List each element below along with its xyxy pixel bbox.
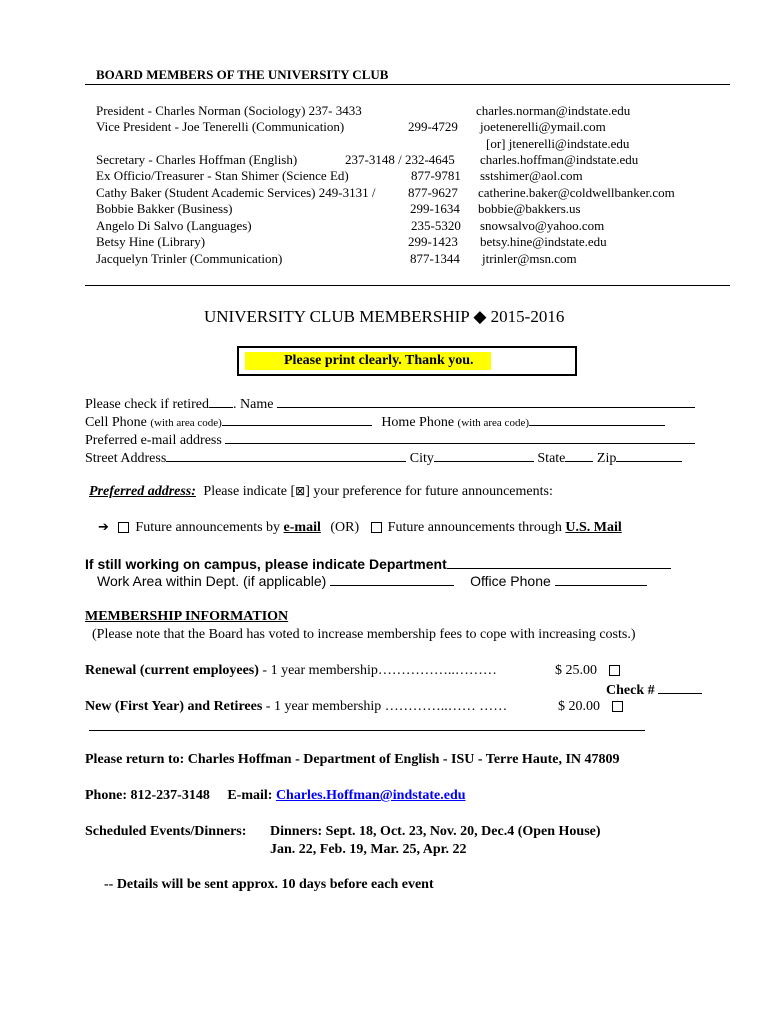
member-role: Vice President - Joe Tenerelli (Communication) bbox=[96, 119, 345, 134]
email-label: Preferred e-mail address bbox=[85, 433, 222, 448]
renewal-row bbox=[85, 663, 497, 679]
member-email: charles.hoffman@indstate.edu bbox=[480, 152, 639, 167]
preferred-instruction-a: Please indicate [ bbox=[203, 484, 296, 499]
member-email: joetenerelli@ymail.com bbox=[480, 119, 606, 134]
events-line-1: Dinners: Sept. 18, Oct. 23, Nov. 20, Dec.4 (Open House) bbox=[270, 824, 601, 839]
phone-text: Phone: 812-237-3148 bbox=[85, 788, 210, 803]
mail-option-word: U.S. Mail bbox=[565, 520, 622, 535]
check-number-row bbox=[606, 681, 702, 699]
preferred-address-row bbox=[89, 484, 553, 500]
zip-label: Zip bbox=[596, 451, 617, 466]
member-email: betsy.hine@indstate.edu bbox=[480, 234, 607, 249]
retired-field[interactable] bbox=[209, 395, 233, 408]
department-label: If still working on campus, please indicate Department bbox=[85, 556, 447, 572]
cell-phone-field[interactable] bbox=[222, 413, 372, 426]
renewal-desc: - 1 year membership……………..……… bbox=[258, 663, 497, 678]
mail-option-label: Future announcements through bbox=[387, 520, 562, 535]
home-phone-note: (with area code) bbox=[457, 417, 529, 429]
preferred-address-label: Preferred address: bbox=[89, 484, 196, 499]
work-area-label: Work Area within Dept. (if applicable) bbox=[97, 573, 327, 589]
email-option-word: e-mail bbox=[283, 520, 321, 535]
phone-row bbox=[85, 413, 665, 431]
zip-field[interactable] bbox=[616, 449, 682, 462]
member-role: Angelo Di Salvo (Languages) bbox=[96, 218, 252, 233]
contact-email-link[interactable]: Charles.Hoffman@indstate.edu bbox=[275, 788, 466, 803]
member-role: President - Charles Norman (Sociology) 237- 3433 bbox=[96, 103, 362, 118]
membership-title: UNIVERSITY CLUB MEMBERSHIP ◆ 2015-2016 bbox=[204, 307, 565, 326]
name-field[interactable] bbox=[277, 395, 695, 408]
cell-phone-note: (with area code) bbox=[150, 417, 222, 429]
member-role: Cathy Baker (Student Academic Services) 249-3131 / bbox=[96, 185, 376, 200]
email-field[interactable] bbox=[225, 431, 695, 444]
announcement-options bbox=[98, 520, 622, 536]
retired-name-row bbox=[85, 395, 695, 413]
check-number-field[interactable] bbox=[658, 681, 702, 694]
renewal-label: Renewal (current employees) bbox=[85, 663, 259, 678]
membership-heading: MEMBERSHIP INFORMATION bbox=[85, 609, 289, 624]
member-role: Ex Officio/Treasurer - Stan Shimer (Science Ed) bbox=[96, 168, 349, 183]
renewal-price: $ 25.00 bbox=[555, 663, 597, 678]
renewal-price-row bbox=[555, 663, 626, 679]
board-heading: BOARD MEMBERS OF THE UNIVERSITY CLUB bbox=[96, 67, 389, 82]
or-text: (OR) bbox=[330, 520, 360, 535]
member-role: Bobbie Bakker (Business) bbox=[96, 201, 233, 216]
check-number-label: Check # bbox=[606, 683, 655, 698]
arrow-icon: ➔ bbox=[98, 520, 109, 535]
email-option-label: Future announcements by bbox=[135, 520, 281, 535]
member-email: bobbie@bakkers.us bbox=[478, 201, 581, 216]
member-email: sstshimer@aol.com bbox=[480, 168, 583, 183]
retired-label: Please check if retired bbox=[85, 397, 209, 412]
member-phone: 235-5320 bbox=[411, 218, 461, 233]
mail-option-checkbox[interactable] bbox=[371, 522, 382, 533]
member-role: Secretary - Charles Hoffman (English) bbox=[96, 152, 298, 167]
member-phone: 877-9627 bbox=[408, 185, 458, 200]
notice-text: Please print clearly. Thank you. bbox=[284, 353, 474, 368]
department-row bbox=[85, 556, 671, 572]
preferred-instruction-b: ] your preference for future announcements: bbox=[305, 484, 553, 499]
member-phone: 299-1634 bbox=[410, 201, 460, 216]
home-phone-label: Home Phone bbox=[381, 415, 455, 430]
new-member-label: New (First Year) and Retirees bbox=[85, 699, 263, 714]
city-field[interactable] bbox=[434, 449, 534, 462]
renewal-checkbox[interactable] bbox=[609, 665, 620, 676]
events-line-2: Jan. 22, Feb. 19, Mar. 25, Apr. 22 bbox=[270, 842, 467, 857]
divider bbox=[89, 730, 645, 731]
new-member-checkbox[interactable] bbox=[612, 701, 623, 712]
home-phone-field[interactable] bbox=[529, 413, 665, 426]
state-field[interactable] bbox=[565, 449, 593, 462]
email-option-checkbox[interactable] bbox=[118, 522, 129, 533]
events-details: -- Details will be sent approx. 10 days before each event bbox=[104, 877, 434, 892]
member-email: charles.norman@indstate.edu bbox=[476, 103, 631, 118]
member-phone: 299-1423 bbox=[408, 234, 458, 249]
member-role: Jacquelyn Trinler (Communication) bbox=[96, 251, 283, 266]
name-label: . Name bbox=[233, 397, 274, 412]
member-email: jtrinler@msn.com bbox=[482, 251, 577, 266]
checked-box-icon: ⊠ bbox=[295, 484, 306, 498]
contact-row bbox=[85, 788, 466, 804]
address-row bbox=[85, 449, 682, 467]
divider bbox=[85, 84, 730, 85]
member-email: [or] jtenerelli@indstate.edu bbox=[486, 136, 630, 151]
cell-phone-label: Cell Phone bbox=[85, 415, 147, 430]
new-member-price-row bbox=[558, 699, 629, 715]
return-address: Please return to: Charles Hoffman - Department of English - ISU - Terre Haute, IN 47809 bbox=[85, 752, 620, 767]
work-area-field[interactable] bbox=[330, 573, 454, 586]
street-field[interactable] bbox=[166, 449, 406, 462]
events-label: Scheduled Events/Dinners: bbox=[85, 824, 247, 839]
membership-note: (Please note that the Board has voted to increase membership fees to cope with increasing costs.) bbox=[92, 627, 636, 642]
member-email: catherine.baker@coldwellbanker.com bbox=[478, 185, 675, 200]
print-clearly-notice bbox=[237, 346, 577, 376]
new-member-desc: - 1 year membership …………..…… …… bbox=[262, 699, 508, 714]
member-email: snowsalvo@yahoo.com bbox=[480, 218, 605, 233]
office-phone-field[interactable] bbox=[555, 573, 647, 586]
member-phone: 877-9781 bbox=[411, 168, 461, 183]
member-phone: 299-4729 bbox=[408, 119, 458, 134]
new-member-row bbox=[85, 699, 507, 715]
street-label: Street Address bbox=[85, 451, 167, 466]
email-row bbox=[85, 431, 695, 449]
email-label-text: E-mail: bbox=[227, 788, 273, 803]
department-field[interactable] bbox=[447, 556, 671, 569]
member-role: Betsy Hine (Library) bbox=[96, 234, 206, 249]
office-phone-label: Office Phone bbox=[470, 573, 551, 589]
city-label: City bbox=[409, 451, 434, 466]
divider bbox=[85, 285, 730, 286]
new-member-price: $ 20.00 bbox=[558, 699, 600, 714]
member-phone: 877-1344 bbox=[410, 251, 460, 266]
work-area-row bbox=[97, 573, 647, 589]
member-phone: 237-3148 / 232-4645 bbox=[345, 152, 455, 167]
state-label: State bbox=[537, 451, 566, 466]
